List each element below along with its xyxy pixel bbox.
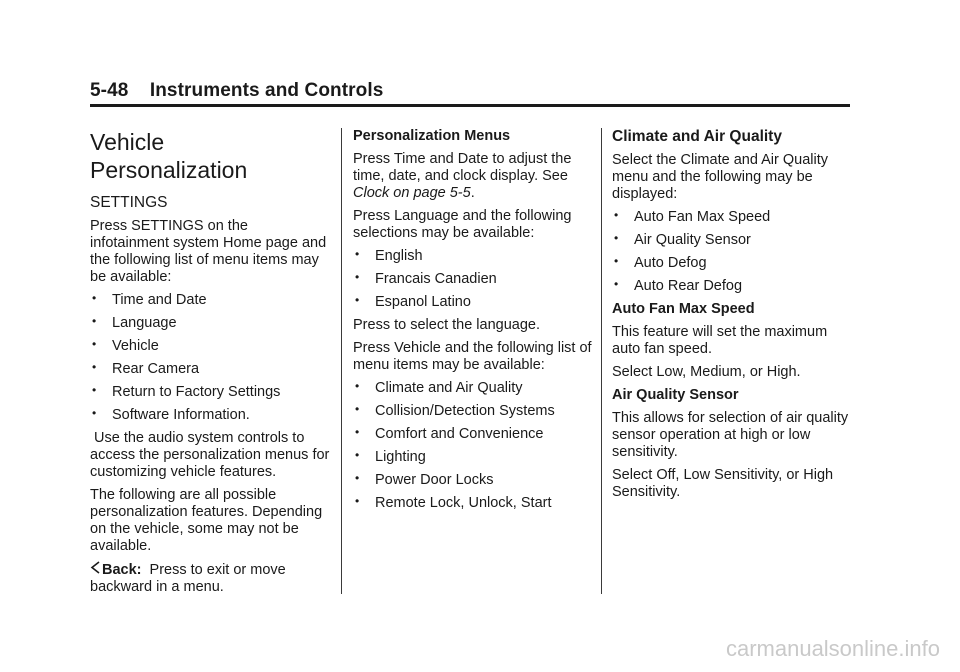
audio-controls-paragraph: Use the audio system controls to access the personalization menus for customizing vehicle features. — [90, 430, 330, 480]
list-item: • Auto Rear Defog — [612, 278, 852, 295]
air-quality-heading: Air Quality Sensor — [612, 387, 739, 403]
page-number: 5-48 — [90, 80, 129, 101]
auto-fan-options: Select Low, Medium, or High. — [612, 364, 801, 380]
back-paragraph — [90, 561, 330, 596]
list-item: • Climate and Air Quality — [353, 380, 593, 397]
list-item: • Software Information. — [90, 407, 330, 424]
list-item: • Auto Fan Max Speed — [612, 209, 852, 226]
list-item: • Time and Date — [90, 292, 330, 309]
select-language-paragraph: Press to select the language. — [353, 317, 541, 333]
language-paragraph: Press Language and the following selections may be available: — [353, 208, 572, 241]
settings-list — [90, 292, 330, 424]
language-list — [353, 248, 593, 311]
list-item: • Remote Lock, Unlock, Start — [353, 495, 593, 512]
climate-intro: Select the Climate and Air Quality menu and the following may be displayed: — [612, 152, 828, 202]
header-rule — [90, 104, 850, 107]
settings-intro: Press SETTINGS on the infotainment system Home page and the following list of menu items may be available: — [90, 218, 327, 285]
list-item: • Power Door Locks — [353, 472, 593, 489]
list-item: • Francais Canadien — [353, 271, 593, 288]
vehicle-paragraph: Press Vehicle and the following list of menu items may be available: — [353, 340, 592, 373]
list-item: • Return to Factory Settings — [90, 384, 330, 401]
column-2 — [353, 128, 593, 518]
back-label: Back: — [102, 562, 142, 578]
auto-fan-paragraph: This feature will set the maximum auto fan speed. — [612, 324, 828, 357]
list-item: • Espanol Latino — [353, 294, 593, 311]
back-chevron-icon — [90, 561, 100, 579]
list-item: • Language — [90, 315, 330, 332]
list-item: • Air Quality Sensor — [612, 232, 852, 249]
possible-features-paragraph: The following are all possible personalization features. Depending on the vehicle, some may not be available. — [90, 487, 323, 554]
settings-heading: SETTINGS — [90, 194, 168, 211]
list-item: • Comfort and Convenience — [353, 426, 593, 443]
clock-reference-link[interactable]: Clock on page 5-5 — [353, 185, 471, 201]
list-item: • English — [353, 248, 593, 265]
list-item: • Vehicle — [90, 338, 330, 355]
list-item: • Rear Camera — [90, 361, 330, 378]
vehicle-list — [353, 380, 593, 512]
section-heading: Vehicle Personalization — [90, 129, 248, 183]
column-divider-2 — [601, 128, 602, 594]
column-3 — [612, 128, 852, 507]
air-quality-paragraph: This allows for selection of air quality sensor operation at high or low sensitivity. — [612, 410, 849, 460]
auto-fan-heading: Auto Fan Max Speed — [612, 301, 755, 317]
time-date-paragraph: Press Time and Date to adjust the time, date, and clock display. See Clock on page 5-5. — [353, 151, 572, 201]
climate-heading: Climate and Air Quality — [612, 128, 782, 145]
air-quality-options: Select Off, Low Sensitivity, or High Sensitivity. — [612, 467, 834, 500]
page-header — [90, 80, 383, 102]
column-divider-1 — [341, 128, 342, 594]
climate-list — [612, 209, 852, 295]
list-item: • Auto Defog — [612, 255, 852, 272]
list-item: • Lighting — [353, 449, 593, 466]
back-text: Press to exit or move backward in a menu. — [90, 562, 286, 595]
personalization-menus-heading: Personalization Menus — [353, 128, 511, 144]
list-item: • Collision/Detection Systems — [353, 403, 593, 420]
section-title: Instruments and Controls — [149, 80, 384, 101]
column-1 — [90, 128, 330, 602]
watermark: carmanualsonline.info — [725, 636, 940, 661]
